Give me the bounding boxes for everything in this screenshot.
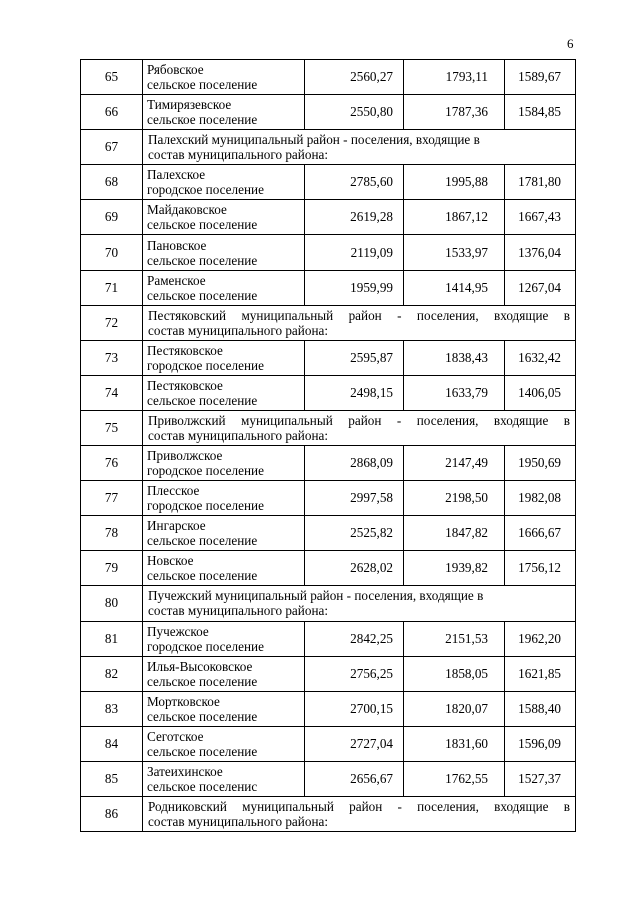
value-cell-2: 1939,82 [404,551,505,586]
row-number: 69 [81,200,143,235]
settlements-table [80,59,576,832]
value-cell-3: 1962,20 [505,621,576,656]
table-row [81,551,576,586]
settlement-type-line: сельское поселенис [147,778,258,794]
district-header-line: Приволжский муниципальный район - поселения, входящие в [148,412,570,428]
row-number: 67 [81,130,143,165]
district-header-line: состав муниципального района: [148,427,329,443]
value-cell-3: 1632,42 [505,340,576,375]
row-number: 72 [81,305,143,340]
row-number: 80 [81,586,143,621]
district-header-line: состав муниципального района: [148,814,329,830]
value-cell-3: 1589,67 [505,60,576,95]
district-header-line: состав муниципального района: [148,322,329,338]
value-cell-2: 2147,49 [404,446,505,481]
table-row [81,375,576,410]
value-cell-2: 2151,53 [404,621,505,656]
page-number: 6 [567,36,574,51]
value-cell-1: 2756,25 [305,656,404,691]
row-number: 79 [81,551,143,586]
table-body [81,60,576,832]
value-cell-3: 1406,05 [505,375,576,410]
district-header-line: состав муниципального района: [148,147,329,163]
value-cell-2: 1787,36 [404,95,505,130]
settlement-type-line: сельское поселение [147,533,258,549]
settlement-type-line: сельское поселение [147,568,258,584]
value-cell-2: 1995,88 [404,165,505,200]
value-cell-1: 2119,09 [305,235,404,270]
row-number: 65 [81,60,143,95]
value-cell-3: 1666,67 [505,516,576,551]
table-row [81,621,576,656]
district-header [143,130,576,165]
settlement-name-line: Мортковское [147,693,220,709]
value-cell-3: 1667,43 [505,200,576,235]
value-cell-1: 2700,15 [305,691,404,726]
table-row [81,726,576,761]
settlement-type-line: сельское поселение [147,743,258,759]
settlement-type-line: сельское поселение [147,392,258,408]
value-cell-3: 1527,37 [505,761,576,796]
settlement-type-line: городское поселение [147,638,264,654]
value-cell-1: 2727,04 [305,726,404,761]
district-header-line: Пучежский муниципальный район - поселения, входящие в [148,588,484,604]
district-header-line: Пестяковский муниципальный район - поселения, входящие в [148,307,570,323]
settlement-name [143,621,305,656]
settlement-name [143,235,305,270]
district-header [143,305,576,340]
value-cell-2: 2198,50 [404,481,505,516]
settlement-name [143,165,305,200]
settlement-name-line: Пановское [147,237,207,253]
settlement-name-line: Плесское [147,483,200,499]
district-header-row [81,410,576,445]
value-cell-2: 1633,79 [404,375,505,410]
table-row [81,481,576,516]
value-cell-2: 1847,82 [404,516,505,551]
row-number: 76 [81,446,143,481]
district-header-row [81,130,576,165]
settlement-name-line: Пучежское [147,623,209,639]
value-cell-1: 2619,28 [305,200,404,235]
table-row [81,200,576,235]
settlement-type-line: городское поселение [147,357,264,373]
settlement-type-line: сельское поселение [147,252,258,268]
district-header [143,410,576,445]
settlement-name-line: Рябовское [147,62,204,78]
table-row [81,165,576,200]
value-cell-2: 1867,12 [404,200,505,235]
settlement-name [143,340,305,375]
value-cell-2: 1858,05 [404,656,505,691]
value-cell-3: 1588,40 [505,691,576,726]
table-row [81,235,576,270]
value-cell-1: 2560,27 [305,60,404,95]
value-cell-3: 1950,69 [505,446,576,481]
table-row [81,446,576,481]
table-row [81,761,576,796]
row-number: 84 [81,726,143,761]
row-number: 82 [81,656,143,691]
row-number: 78 [81,516,143,551]
value-cell-3: 1584,85 [505,95,576,130]
settlement-name-line: Сеготское [147,728,204,744]
settlement-name [143,516,305,551]
value-cell-2: 1820,07 [404,691,505,726]
value-cell-1: 2550,80 [305,95,404,130]
settlement-name-line: Илья-Высоковское [147,658,253,674]
settlement-name-line: Пестяковское [147,342,223,358]
table-row [81,691,576,726]
value-cell-1: 1959,99 [305,270,404,305]
value-cell-1: 2628,02 [305,551,404,586]
settlement-name [143,481,305,516]
table-row [81,60,576,95]
settlement-name [143,60,305,95]
value-cell-1: 2498,15 [305,375,404,410]
district-header-row [81,305,576,340]
settlement-type-line: городское поселение [147,463,264,479]
settlement-name-line: Затеихинское [147,763,223,779]
settlement-name [143,691,305,726]
row-number: 75 [81,410,143,445]
district-header-line: Палехский муниципальный район - поселения, входящие в [148,132,480,148]
value-cell-1: 2868,09 [305,446,404,481]
row-number: 66 [81,95,143,130]
settlement-name [143,200,305,235]
value-cell-1: 2656,67 [305,761,404,796]
value-cell-1: 2997,58 [305,481,404,516]
settlement-type-line: сельское поселение [147,217,258,233]
row-number: 85 [81,761,143,796]
district-header-row [81,586,576,621]
district-header [143,796,576,831]
value-cell-3: 1596,09 [505,726,576,761]
value-cell-3: 1621,85 [505,656,576,691]
value-cell-1: 2842,25 [305,621,404,656]
table-row [81,516,576,551]
row-number: 86 [81,796,143,831]
settlement-type-line: сельское поселение [147,112,258,128]
value-cell-1: 2595,87 [305,340,404,375]
settlement-type-line: городское поселение [147,182,264,198]
row-number: 74 [81,375,143,410]
district-header-row [81,796,576,831]
value-cell-3: 1781,80 [505,165,576,200]
table-row [81,656,576,691]
settlement-name-line: Пестяковское [147,377,223,393]
settlement-name-line: Палехское [147,167,206,183]
settlement-name-line: Ингарское [147,518,206,534]
row-number: 68 [81,165,143,200]
table-row [81,95,576,130]
value-cell-3: 1376,04 [505,235,576,270]
district-header-line: Родниковский муниципальный район - поселения, входящие в [148,799,570,815]
row-number: 83 [81,691,143,726]
settlement-name [143,726,305,761]
settlement-type-line: сельское поселение [147,287,258,303]
settlement-name [143,375,305,410]
settlement-name [143,270,305,305]
value-cell-2: 1414,95 [404,270,505,305]
settlement-name [143,446,305,481]
value-cell-2: 1793,11 [404,60,505,95]
settlement-type-line: городское поселение [147,498,264,514]
settlement-name [143,551,305,586]
district-header [143,586,576,621]
value-cell-3: 1267,04 [505,270,576,305]
row-number: 81 [81,621,143,656]
value-cell-3: 1982,08 [505,481,576,516]
settlement-name-line: Тимирязевское [147,97,232,113]
value-cell-2: 1762,55 [404,761,505,796]
row-number: 71 [81,270,143,305]
row-number: 70 [81,235,143,270]
settlement-name-line: Майдаковское [147,202,227,218]
settlement-type-line: сельское поселение [147,708,258,724]
settlement-name-line: Раменское [147,272,206,288]
settlement-name-line: Приволжское [147,448,223,464]
settlement-type-line: сельское поселение [147,673,258,689]
value-cell-1: 2525,82 [305,516,404,551]
row-number: 73 [81,340,143,375]
value-cell-2: 1533,97 [404,235,505,270]
settlement-name-line: Новское [147,553,194,569]
settlement-name [143,761,305,796]
table-row [81,270,576,305]
value-cell-1: 2785,60 [305,165,404,200]
district-header-line: состав муниципального района: [148,603,329,619]
value-cell-3: 1756,12 [505,551,576,586]
table-row [81,340,576,375]
row-number: 77 [81,481,143,516]
settlement-name [143,95,305,130]
settlement-name [143,656,305,691]
settlement-type-line: сельское поселение [147,77,258,93]
value-cell-2: 1838,43 [404,340,505,375]
value-cell-2: 1831,60 [404,726,505,761]
